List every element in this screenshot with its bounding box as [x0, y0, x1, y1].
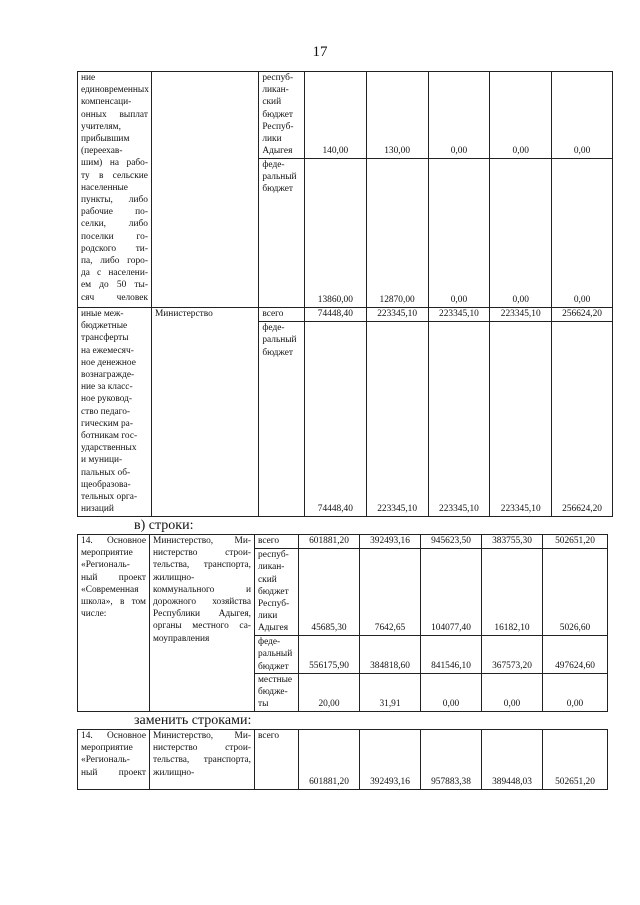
line: нистерство строи- [153, 743, 251, 754]
value-cell: 74448,40 [304, 308, 366, 322]
line: бюджет [262, 347, 294, 358]
value-cell: 223345,10 [366, 322, 428, 517]
line: населенные [81, 182, 128, 193]
line: поселки го- [81, 231, 148, 242]
line: родского ти- [81, 243, 148, 254]
measure-name-cell [78, 72, 152, 308]
funding-source-cell [259, 322, 305, 517]
funding-source-cell [255, 636, 299, 674]
value-cell: 392493,16 [360, 535, 421, 549]
line: (переехав- [81, 146, 123, 157]
value-cell: 0,00 [428, 72, 490, 159]
line: школа», в том [81, 597, 146, 608]
line: лики [262, 134, 282, 145]
line: рабочие по- [81, 207, 148, 218]
line: ное руковод- [81, 394, 133, 405]
line: ликан- [262, 85, 289, 96]
line: ту в сельские [81, 170, 148, 181]
value-cell: 256624,20 [552, 308, 613, 322]
line: учителям, [81, 121, 121, 132]
value-cell: 601881,20 [299, 535, 360, 549]
value-cell: 0,00 [421, 673, 482, 711]
value-cell: 13860,00 [304, 159, 366, 308]
line: тельства, транспорта, [153, 755, 251, 766]
value-cell: 104077,40 [421, 549, 482, 636]
line: нистерство строи- [153, 548, 251, 559]
line: сяч человек [81, 292, 148, 303]
line: компенсаци- [81, 97, 132, 108]
line: ударственных [81, 443, 137, 454]
line: ральный [262, 335, 297, 346]
line: Адыгея [258, 623, 289, 634]
value-cell: 0,00 [490, 72, 552, 159]
line: феде- [258, 637, 281, 648]
executor-cell [151, 72, 258, 308]
line: мероприятие [81, 743, 133, 754]
value-cell: 31,91 [360, 673, 421, 711]
line: ский [262, 97, 282, 108]
line: ное денежное [81, 357, 136, 368]
line: респуб- [258, 550, 289, 561]
value-cell: 383755,30 [482, 535, 543, 549]
value-cell: 20,00 [299, 673, 360, 711]
budget-table-continuation [77, 71, 613, 517]
value-cell: 556175,90 [299, 636, 360, 674]
value-cell: 392493,16 [360, 730, 421, 790]
value-cell: 12870,00 [366, 159, 428, 308]
value-cell: 0,00 [482, 673, 543, 711]
line: трансферты [81, 333, 129, 344]
value-cell: 367573,20 [482, 636, 543, 674]
funding-source-cell [259, 159, 305, 308]
value-cell: 601881,20 [299, 730, 360, 790]
measure-name-cell [78, 535, 150, 712]
line: ральный [258, 649, 293, 660]
line: ботникам гос- [81, 431, 138, 442]
line: ликан- [258, 562, 285, 573]
line: феде- [262, 160, 285, 170]
executor-cell: Министерство [151, 308, 258, 517]
budget-table-old-rows [77, 534, 608, 712]
line: Адыгея [262, 146, 293, 157]
line: феде- [262, 323, 285, 334]
value-cell: 0,00 [552, 159, 613, 308]
line: 14. Основное [81, 536, 146, 546]
line: органы местного са- [153, 621, 251, 632]
value-cell: 140,00 [304, 72, 366, 159]
measure-name-cell [78, 308, 152, 517]
value-cell: 45685,30 [299, 549, 360, 636]
line: моуправления [153, 633, 210, 644]
line: ный проект [81, 572, 146, 583]
line: щеобразова- [81, 479, 131, 490]
line: мероприятие [81, 548, 133, 559]
line: па, либо горо- [81, 256, 148, 267]
line: да с населени- [81, 268, 148, 279]
line: бюджетные [81, 321, 128, 332]
value-cell: 223345,10 [366, 308, 428, 322]
table-row [78, 72, 613, 159]
line: Респуб- [262, 121, 294, 132]
line: иные меж- [81, 309, 124, 319]
value-cell: 502651,20 [543, 535, 608, 549]
funding-source-cell [259, 72, 305, 159]
value-cell: 945623,50 [421, 535, 482, 549]
line: бюджет [258, 661, 289, 672]
measure-name-cell [78, 730, 150, 790]
table-row [78, 308, 613, 322]
line: на ежемесяч- [81, 345, 134, 356]
line: ние единовременных [81, 73, 149, 96]
line: ты [258, 699, 269, 710]
line: «Современная [81, 584, 139, 595]
table-row [78, 535, 608, 549]
value-cell: 0,00 [543, 673, 608, 711]
funding-source-cell: всего [255, 730, 299, 790]
line: тельных орга- [81, 492, 138, 503]
value-cell: 384818,60 [360, 636, 421, 674]
value-cell: 502651,20 [543, 730, 608, 790]
value-cell: 130,00 [366, 72, 428, 159]
line: бюджет [262, 109, 294, 120]
line: бюджет [262, 184, 294, 195]
value-cell: 497624,60 [543, 636, 608, 674]
line: ние за класс- [81, 382, 133, 393]
value-cell: 841546,10 [421, 636, 482, 674]
section-heading-b: в) строки: [134, 518, 194, 533]
value-cell: 223345,10 [490, 322, 552, 517]
value-cell: 957883,38 [421, 730, 482, 790]
line: Министерство, Ми- [153, 731, 251, 741]
section-heading-replace: заменить строками: [134, 713, 252, 728]
page-number: 17 [312, 44, 328, 60]
value-cell: 0,00 [490, 159, 552, 308]
line: прибывшим [81, 134, 130, 145]
line: лики [258, 611, 278, 622]
value-cell: 74448,40 [304, 322, 366, 517]
value-cell: 0,00 [428, 159, 490, 308]
funding-source-cell [255, 673, 299, 711]
line: онных выплат [81, 109, 148, 120]
line: Министерство, Ми- [153, 536, 251, 546]
line: вознагражде- [81, 370, 135, 381]
funding-source-cell [255, 549, 299, 636]
table-row [78, 730, 608, 790]
executor-cell [150, 730, 255, 790]
line: шим) на рабо- [81, 158, 148, 169]
line: пальных об- [81, 467, 131, 478]
line: коммунального и [153, 584, 251, 595]
line: «Региональ- [81, 560, 130, 571]
value-cell: 389448,03 [482, 730, 543, 790]
line: местные [258, 674, 293, 685]
line: тельства, транспорта, [153, 560, 251, 571]
line: жилищно- [153, 572, 195, 583]
line: 14. Основное [81, 731, 146, 741]
funding-source-cell: всего [255, 535, 299, 549]
value-cell: 7642,65 [360, 549, 421, 636]
executor-cell [150, 535, 255, 712]
line: жилищно- [153, 767, 195, 778]
line: и муници- [81, 455, 123, 466]
line: ный проект [81, 767, 146, 778]
line: дорожного хозяйства [153, 597, 251, 608]
line: гическим ра- [81, 418, 133, 429]
funding-source-cell: всего [259, 308, 305, 322]
value-cell: 256624,20 [552, 322, 613, 517]
line: ем до 50 ты- [81, 280, 148, 291]
line: бюджет [258, 586, 289, 597]
line: числе: [81, 609, 107, 620]
line: Республики Адыгея, [153, 609, 251, 620]
line: пункты, либо [81, 195, 148, 206]
line: ральный [262, 172, 297, 183]
value-cell: 223345,10 [490, 308, 552, 322]
line: «Региональ- [81, 755, 130, 766]
value-cell: 16182,10 [482, 549, 543, 636]
line: селки, либо [81, 219, 148, 230]
line: респуб- [262, 73, 294, 83]
line: ский [258, 574, 277, 585]
value-cell: 0,00 [552, 72, 613, 159]
value-cell: 223345,10 [428, 308, 490, 322]
line: Респуб- [258, 599, 290, 610]
line: низаций [81, 504, 114, 515]
line: ство педаго- [81, 406, 131, 417]
value-cell: 223345,10 [428, 322, 490, 517]
budget-table-new-rows [77, 729, 608, 790]
value-cell: 5026,60 [543, 549, 608, 636]
line: бюдже- [258, 687, 288, 698]
